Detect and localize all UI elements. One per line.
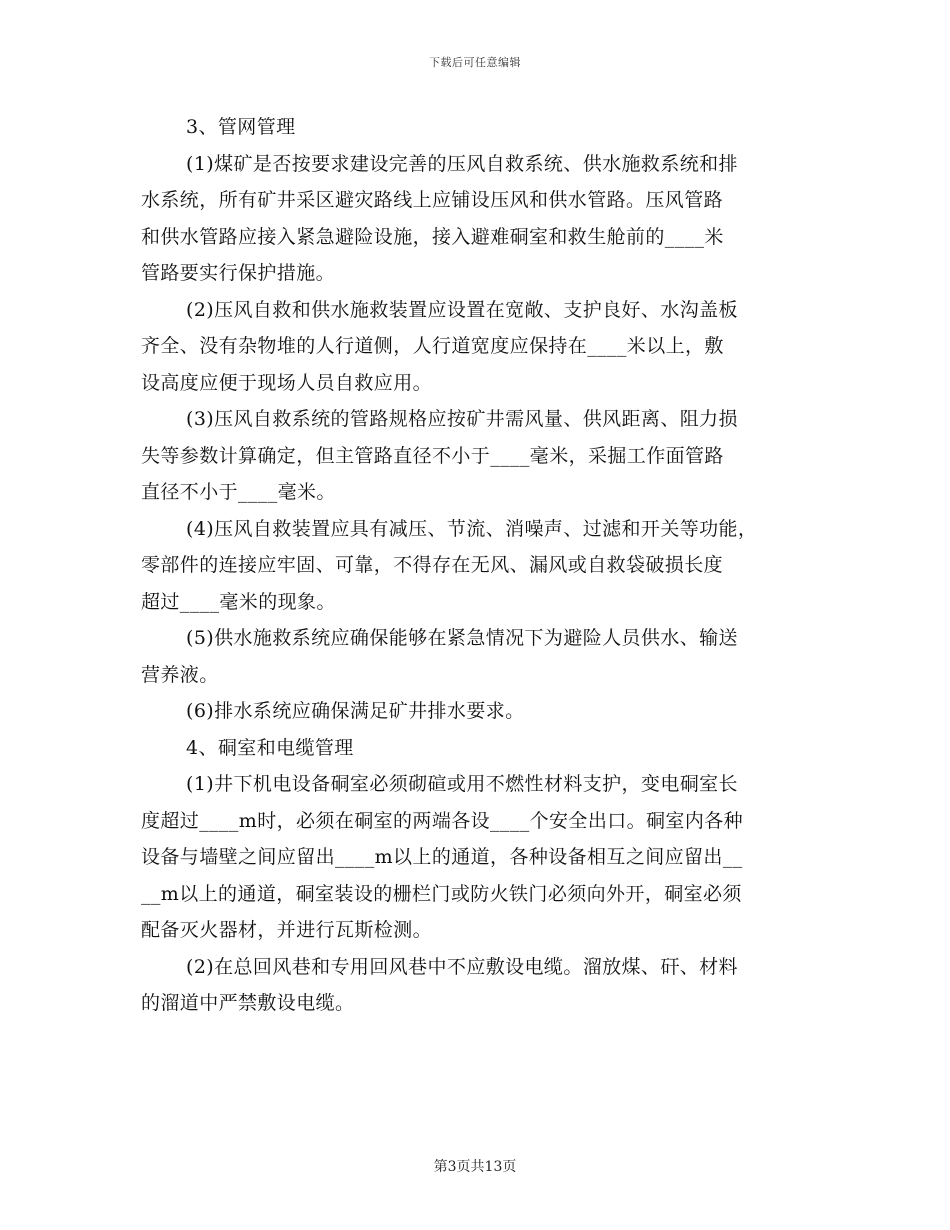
- body-text-line: 配备灭火器材，并进行瓦斯检测。: [141, 919, 433, 941]
- body-text-line: (2)在总回风巷和专用回风巷中不应敷设电缆。溜放煤、矸、材料: [186, 955, 738, 978]
- body-text-line: (6)排水系统应确保满足矿井排水要求。: [186, 700, 525, 722]
- body-text-line: (1)煤矿是否按要求建设完善的压风自救系统、供水施救系统和排: [186, 152, 738, 175]
- body-text-line: 超过____毫米的现象。: [141, 590, 336, 613]
- body-text-line: 直径不小于____毫米。: [141, 481, 336, 503]
- body-text-line: (2)压风自救和供水施救装置应设置在宽敞、支护良好、水沟盖板: [186, 298, 738, 321]
- body-text-line: 度超过____m时，必须在硐室的两端各设____个安全出口。硐室内各种: [141, 809, 744, 832]
- body-text-line: 3、管网管理: [186, 116, 296, 138]
- body-text-line: 设高度应便于现场人员自救应用。: [141, 371, 433, 394]
- body-text-line: 失等参数计算确定，但主管路直径不小于____毫米，采掘工作面管路: [141, 444, 724, 467]
- body-text-line: (5)供水施救系统应确保能够在紧急情况下为避险人员供水、输送: [186, 627, 738, 649]
- body-text-line: (4)压风自救装置应具有减压、节流、消噪声、过滤和开关等功能，: [186, 517, 758, 540]
- body-text-line: (1)井下机电设备硐室必须砌碹或用不燃性材料支护，变电硐室长: [186, 773, 738, 795]
- page-header: 下载后可任意编辑: [429, 56, 521, 69]
- body-text-line: 零部件的连接应牢固、可靠，不得存在无风、漏风或自救袋破损长度: [141, 554, 724, 576]
- document-body: [141, 109, 813, 1022]
- body-text-line: 管路要实行保护措施。: [141, 262, 336, 284]
- body-text-line: 设备与墙壁之间应留出____m以上的通道，各种设备相互之间应留出__: [141, 846, 743, 868]
- body-text-line: 和供水管路应接入紧急避险设施，接入避难硐室和救生舱前的____米: [141, 225, 724, 248]
- body-text-line: 营养液。: [141, 663, 219, 686]
- page-footer: 第3页共13页: [433, 1159, 517, 1175]
- body-text-line: 的溜道中严禁敷设电缆。: [141, 992, 355, 1014]
- body-text-line: 水系统，所有矿井采区避灾路线上应铺设压风和供水管路。压风管路: [141, 189, 724, 211]
- body-text-line: __m以上的通道，硐室装设的栅栏门或防火铁门必须向外开，硐室必须: [141, 882, 742, 905]
- body-text-line: 4、硐室和电缆管理: [186, 736, 354, 759]
- body-text-line: 齐全、没有杂物堆的人行道侧，人行道宽度应保持在____米以上，敷: [141, 335, 724, 357]
- body-text-line: (3)压风自救系统的管路规格应按矿井需风量、供风距离、阻力损: [186, 408, 738, 430]
